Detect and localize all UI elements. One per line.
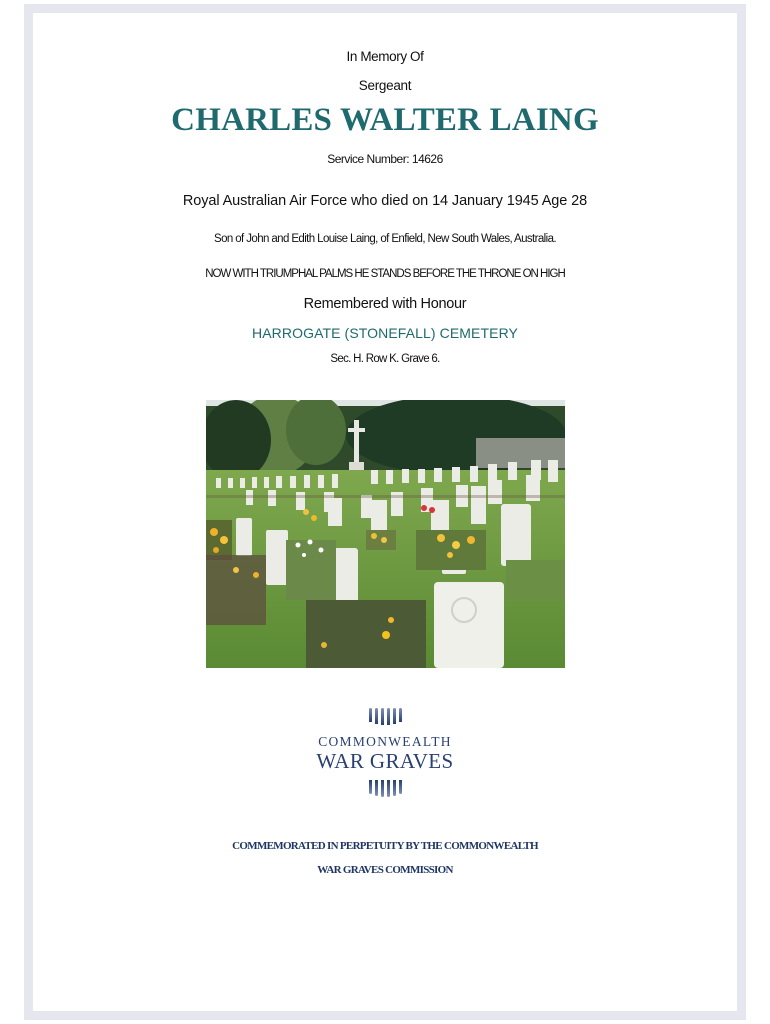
casualty-name: CHARLES WALTER LAING [171,102,599,138]
logo-bars-bottom-icon [290,780,480,797]
cemetery-name: HARROGATE (STONEFALL) CEMETERY [252,325,518,341]
logo-bars-top-icon [290,708,480,725]
footer-line-2: WAR GRAVES COMMISSION [317,864,453,876]
cemetery-photo [206,400,565,668]
footer-line-1: COMMEMORATED IN PERPETUITY BY THE COMMONWEALTH [232,840,538,852]
in-memory-heading: In Memory Of [346,49,424,64]
logo-text-commonwealth: COMMONWEALTH [318,734,452,749]
epitaph: NOW WITH TRIUMPHAL PALMS HE STANDS BEFORE THE THRONE ON HIGH [205,268,565,280]
service-number: Service Number: 14626 [327,152,443,166]
cwgc-logo [290,705,480,800]
unit-and-death: Royal Australian Air Force who died on 14 January 1945 Age 28 [182,193,588,209]
grave-reference: Sec. H. Row K. Grave 6. [330,353,440,365]
family-details: Son of John and Edith Louise Laing, of Enfield, New South Wales, Australia. [214,233,556,245]
logo-text-war-graves: WAR GRAVES [316,749,454,773]
remembered-with-honour: Remembered with Honour [303,296,467,312]
rank: Sergeant [358,78,412,93]
